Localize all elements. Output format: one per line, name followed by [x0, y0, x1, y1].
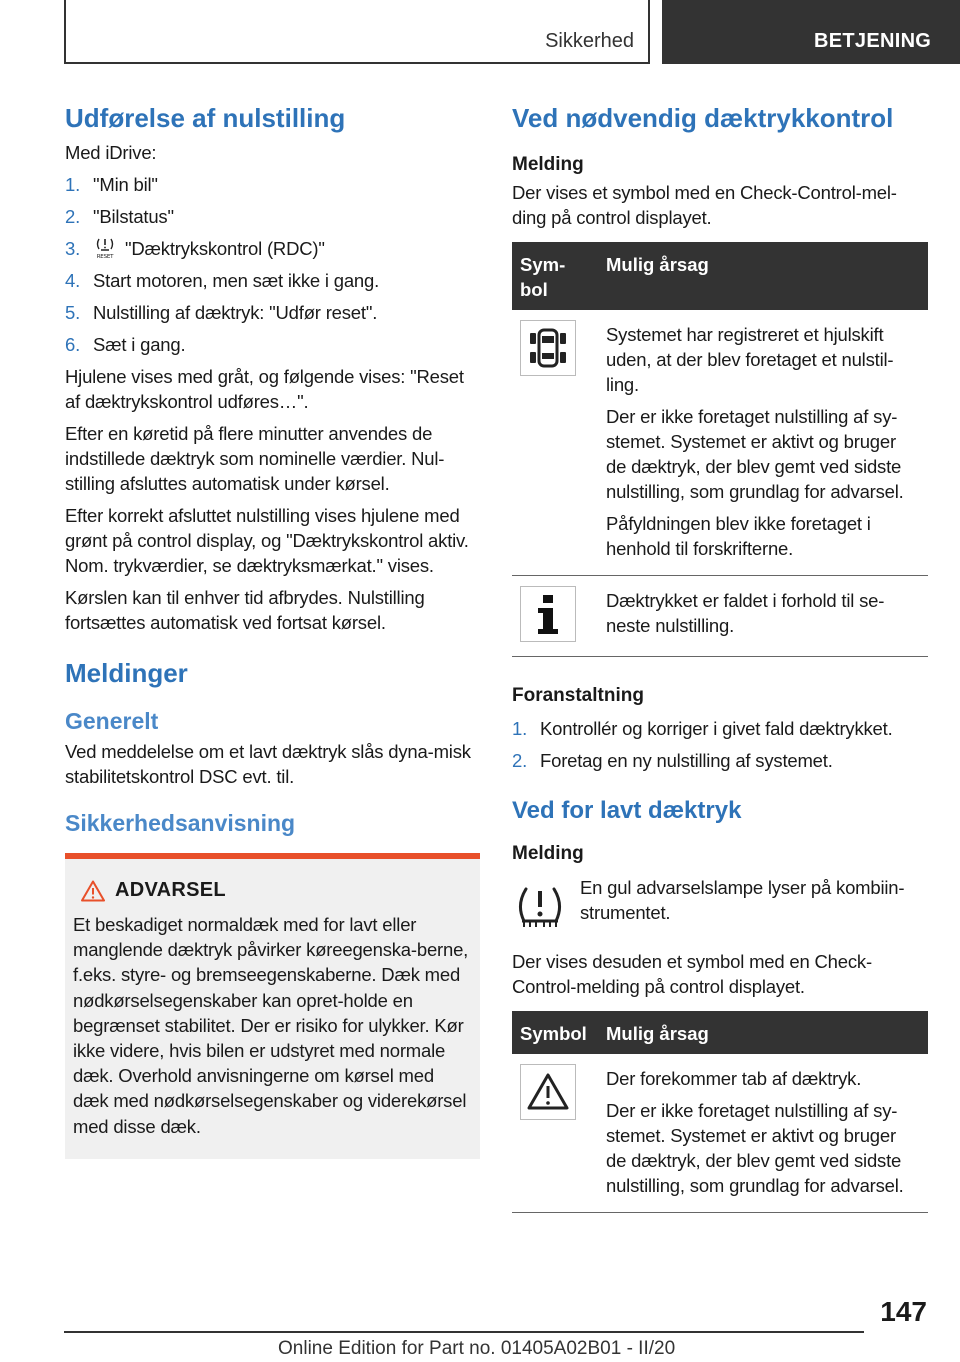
step-item: 2. Foretag en ny nulstilling af systemet.: [512, 750, 833, 771]
step-item: 3. RESET "Dæktrykskontrol (RDC)": [65, 238, 325, 260]
table-row: [512, 576, 928, 657]
page-header: [0, 0, 960, 66]
step-item: 5. Nulstilling af dæktryk: "Udfør reset".: [65, 302, 378, 323]
col-symbol: Symbol: [512, 1011, 598, 1054]
step-item: 2. "Bilstatus": [65, 206, 174, 227]
table-row: [512, 310, 928, 576]
cause-text: Påfyldningen blev ikke foretaget i henhold til forskrifterne.: [606, 513, 871, 559]
measures-label: Foranstaltning: [512, 685, 644, 706]
general-heading: Generelt: [65, 708, 159, 734]
cause-table-1: [512, 242, 928, 657]
message-label: Melding: [512, 154, 584, 175]
warning-triangle-icon: [520, 1064, 576, 1120]
warning-text: Et beskadiget normaldæk med for lavt eller manglende dæktryk påvirker køreegenska-berne, f.eks. styre- og bremseegenskaberne. Dæk med nødkørselsegenskaber kan opret-holde en begrænset stabilitet. Der er risiko for ulykker. Kør ikke videre, hvis bilen er udstyret med normale dæk. Overhold anvisningerne om kørsel med dæk med nødkørselsegenskaber og viderekørsel med disse dæk.: [73, 914, 469, 1137]
table-header-row: [512, 1011, 928, 1054]
general-text: Ved meddelelse om et lavt dæktryk slås dyna-misk stabilitetskontrol DSC evt. til.: [65, 741, 471, 787]
cause-text: Der er ikke foretaget nulstilling af sy-stemet. Systemet er aktivt og bruger de dæktryk, der blev gemt ved sidste nulstilling, som grundlag for advarsel.: [606, 1100, 904, 1196]
col-cause: Mulig årsag: [598, 242, 928, 310]
check-heading: Ved nødvendig dæktrykkontrol: [512, 103, 894, 133]
lamp-text: En gul advarselslampe lyser på kombiin-strumentet.: [580, 877, 905, 923]
messages-heading: Meldinger: [65, 658, 188, 688]
tyre-pressure-warning-icon: [512, 881, 568, 937]
left-column: [65, 100, 480, 1159]
reset-heading: Udførelse af nulstilling: [65, 103, 346, 133]
cause-text: Der forekommer tab af dæktryk.: [606, 1068, 862, 1089]
header-chapter-tab: [662, 0, 960, 64]
message-label: Melding: [512, 843, 584, 864]
warning-triangle-icon: [81, 880, 105, 902]
header-chapter-title: BETJENING: [814, 30, 932, 52]
page-number: 147: [880, 1296, 927, 1327]
measures-steps: [512, 716, 928, 773]
footer-divider: [64, 1331, 864, 1333]
cause-table-2: [512, 1011, 928, 1213]
warning-lamp-row: [512, 875, 928, 937]
body-paragraph: Kørslen kan til enhver tid afbrydes. Nulstilling fortsættes automatisk ved fortsat kørsel.: [65, 587, 425, 633]
low-pressure-heading: Ved for lavt dæktryk: [512, 797, 742, 824]
cause-text: Systemet har registreret et hjulskift uden, at der blev foretaget et nulstil-ling.: [606, 324, 894, 395]
svg-text:RESET: RESET: [96, 254, 114, 260]
table-row: [512, 1054, 928, 1213]
right-column: [512, 100, 928, 1213]
body-paragraph: Hjulene vises med gråt, og følgende vises: "Reset af dæktrykskontrol udføres…".: [65, 366, 464, 412]
step-item: 1. "Min bil": [65, 174, 158, 195]
col-cause: Mulig årsag: [598, 1011, 928, 1054]
step-item: 4. Start motoren, men sæt ikke i gang.: [65, 270, 380, 291]
step-item: 1. Kontrollér og korriger i givet fald dæktrykket.: [512, 718, 893, 739]
warning-label: ADVARSEL: [115, 879, 226, 901]
footer-edition: Online Edition for Part no. 01405A02B01 - II/20: [278, 1338, 676, 1359]
body-paragraph: Efter korrekt afsluttet nulstilling vises hjulene med grønt på control display, og "Dæktrykskontrol aktiv. Nom. trykværdier, se dæktryksmærkat." vises.: [65, 505, 469, 576]
also-text: Der vises desuden et symbol med en Check-Control-melding på control displayet.: [512, 951, 872, 997]
tyre-reset-icon: [93, 236, 117, 260]
car-wheels-icon: [520, 320, 576, 376]
col-symbol: Sym-bol: [512, 242, 598, 310]
warning-box: [65, 853, 480, 1159]
header-section-title: Sikkerhed: [545, 30, 634, 52]
body-paragraph: Efter en køretid på flere minutter anvendes de indstillede dæktryk som nominelle værdier. Nul-stilling afsluttes automatisk under kørsel.: [65, 423, 445, 494]
warning-header: [73, 879, 472, 902]
safety-heading: Sikkerhedsanvisning: [65, 810, 296, 836]
table-header-row: [512, 242, 928, 310]
header-section-box: [64, 0, 650, 64]
message-text: Der vises et symbol med en Check-Control-mel-ding på control displayet.: [512, 182, 897, 228]
reset-steps: [65, 172, 480, 357]
info-icon: [520, 586, 576, 642]
cause-text: Dæktrykket er faldet i forhold til se-neste nulstilling.: [606, 590, 885, 636]
step-item: 6. Sæt i gang.: [65, 334, 186, 355]
reset-intro: Med iDrive:: [65, 142, 157, 163]
cause-text: Der er ikke foretaget nulstilling af sy-stemet. Systemet er aktivt og bruger de dæktryk, der blev gemt ved sidste nulstilling, som grundlag for advarsel.: [606, 406, 904, 502]
